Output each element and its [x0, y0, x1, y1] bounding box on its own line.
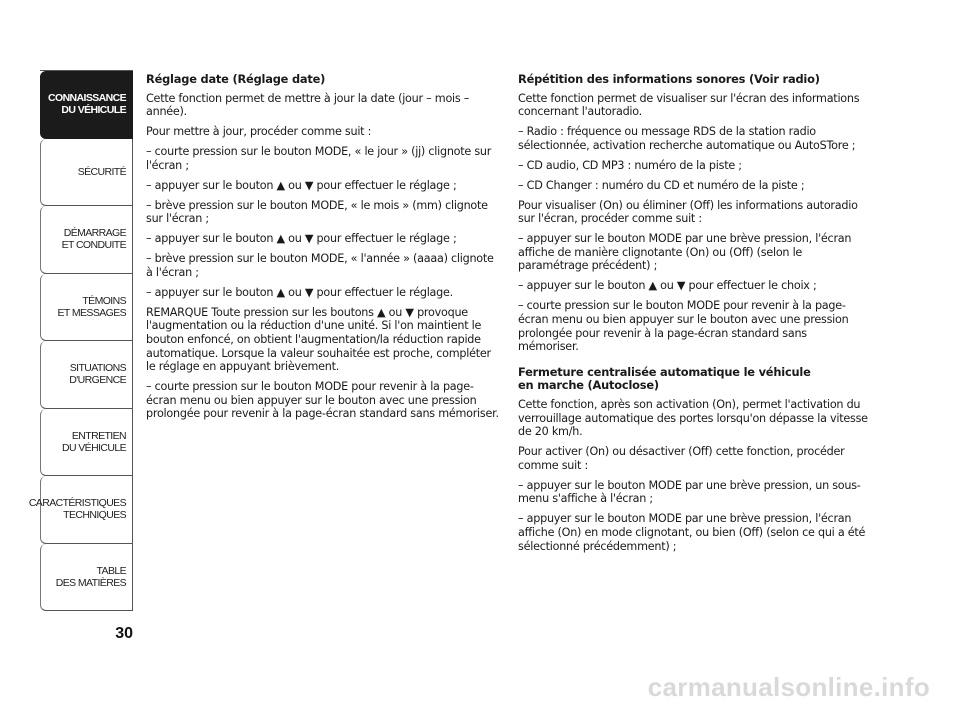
paragraph: – courte pression sur le bouton MODE pour revenir à la page-écran menu ou bien appuyer sur le bouton avec une pression prolongée pour revenir à la page-écran standard sans mémoriser. [146, 380, 499, 421]
tab-label-line2: ET CONDUITE [61, 239, 126, 252]
paragraph: Pour activer (On) ou désactiver (Off) cette fonction, procéder comme suit : [518, 445, 845, 472]
section-heading-audio-info: Répétition des informations sonores (Voir radio) [518, 72, 820, 86]
paragraph: Cette fonction permet de visualiser sur l'écran des informations concernant l'autoradio. [518, 91, 860, 119]
paragraph: – appuyer sur le bouton MODE par une brève pression, un sous-menu s'affiche à l'écran ; [518, 478, 861, 506]
tab-situations-d-urgence[interactable] [40, 341, 133, 409]
paragraph: – courte pression sur le bouton MODE, « le jour » (jj) clignote sur l'écran ; [146, 145, 492, 172]
left-column [146, 73, 502, 427]
tab-label-line2: ET MESSAGES [57, 306, 126, 319]
tab-label-line1: ENTRETIEN [71, 429, 126, 442]
tab-securite[interactable] [40, 139, 133, 207]
paragraph: – Radio : fréquence ou message RDS de la station radio sélectionnée, activation recherche automatique ou AutoSTore ; [518, 125, 856, 152]
tab-temoins-et-messages[interactable] [40, 274, 133, 342]
tab-label-line2: DES MATIÈRES [55, 576, 126, 589]
tab-table-des-matieres[interactable] [40, 544, 133, 612]
paragraph: Cette fonction permet de mettre à jour la date (jour – mois – année). [146, 91, 470, 119]
tab-label-line1: CARACTÉRISTIQUES [28, 497, 126, 510]
paragraph: Pour visualiser (On) ou éliminer (Off) les informations autoradio sur l'écran, procéder comme suit : [518, 198, 858, 226]
tab-label-line2: D'URGENCE [69, 374, 126, 387]
tab-label-line2: DU VÉHICULE [62, 441, 126, 454]
tab-label-line1: SÉCURITÉ [77, 165, 126, 178]
paragraph: Cette fonction, après son activation (On), permet l'activation du verrouillage automatique des portes lorsqu'on dépasse la vitesse de 20 km/h. [518, 398, 868, 439]
remark-paragraph: REMARQUE Toute pression sur les boutons ▲ ou ▼ provoque l'augmentation ou la réduction d'une unité. Si l'on maintient le bouton enfoncé, on obtient l'augmentation/la réduction rapide automatique. Lorsque la valeur souhaitée est proche, compléter le réglage en appuyant brièvement. [146, 305, 491, 374]
heading-line2: en marche (Autoclose) [518, 378, 659, 393]
tab-label-line1: SITUATIONS [69, 362, 126, 375]
watermark: carmanualsonline.info [647, 672, 930, 702]
paragraph: – appuyer sur le bouton MODE par une brève pression, l'écran affiche (On) en mode clignotant, ou bien (Off) (selon ce qui a été sélectionné précédemment) ; [518, 512, 866, 553]
paragraph: – appuyer sur le bouton ▲ ou ▼ pour effectuer le réglage ; [146, 232, 457, 246]
right-column [518, 73, 870, 560]
paragraph: – appuyer sur le bouton ▲ ou ▼ pour effectuer le choix ; [518, 279, 817, 293]
paragraph: – appuyer sur le bouton ▲ ou ▼ pour effectuer le réglage ; [146, 178, 457, 192]
tab-label-line1: TÉMOINS [82, 294, 126, 307]
tab-connaissance-du-vehicule[interactable] [40, 71, 133, 139]
paragraph: – brève pression sur le bouton MODE, « l'année » (aaaa) clignote à l'écran ; [146, 252, 494, 279]
tab-label-line1: CONNAISSANCE [48, 92, 126, 105]
paragraph: – CD audio, CD MP3 : numéro de la piste ; [518, 158, 742, 172]
paragraph: – appuyer sur le bouton ▲ ou ▼ pour effectuer le réglage. [146, 285, 453, 299]
paragraph: – appuyer sur le bouton MODE par une brève pression, l'écran affiche de manière clignotante (On) ou (Off) (selon le paramétrage précédent) ; [518, 232, 852, 273]
paragraph: – brève pression sur le bouton MODE, « le mois » (mm) clignote sur l'écran ; [146, 198, 488, 226]
paragraph: – CD Changer : numéro du CD et numéro de la piste ; [518, 178, 805, 192]
tab-entretien-du-vehicule[interactable] [40, 409, 133, 477]
tab-caracteristiques-techniques[interactable] [28, 476, 133, 544]
section-tabs [28, 70, 133, 611]
tab-demarrage-et-conduite[interactable] [40, 206, 133, 274]
tab-label-line2: TECHNIQUES [63, 509, 126, 522]
tab-label-line1: TABLE [96, 564, 126, 577]
tab-label-line1: DÉMARRAGE [63, 227, 126, 240]
page-number: 30 [115, 625, 133, 642]
paragraph: Pour mettre à jour, procéder comme suit : [146, 125, 372, 139]
heading-line1: Fermeture centralisée automatique le véhicule [518, 364, 811, 379]
section-heading-date: Réglage date (Réglage date) [146, 72, 326, 86]
section-heading-autoclose [518, 366, 870, 393]
tab-label-line2: DU VÉHICULE [61, 104, 126, 117]
paragraph: – courte pression sur le bouton MODE pour revenir à la page-écran menu ou bien appuyer sur le bouton avec une pression prolongée pour revenir à la page-écran standard sans mémoriser. [518, 299, 849, 354]
